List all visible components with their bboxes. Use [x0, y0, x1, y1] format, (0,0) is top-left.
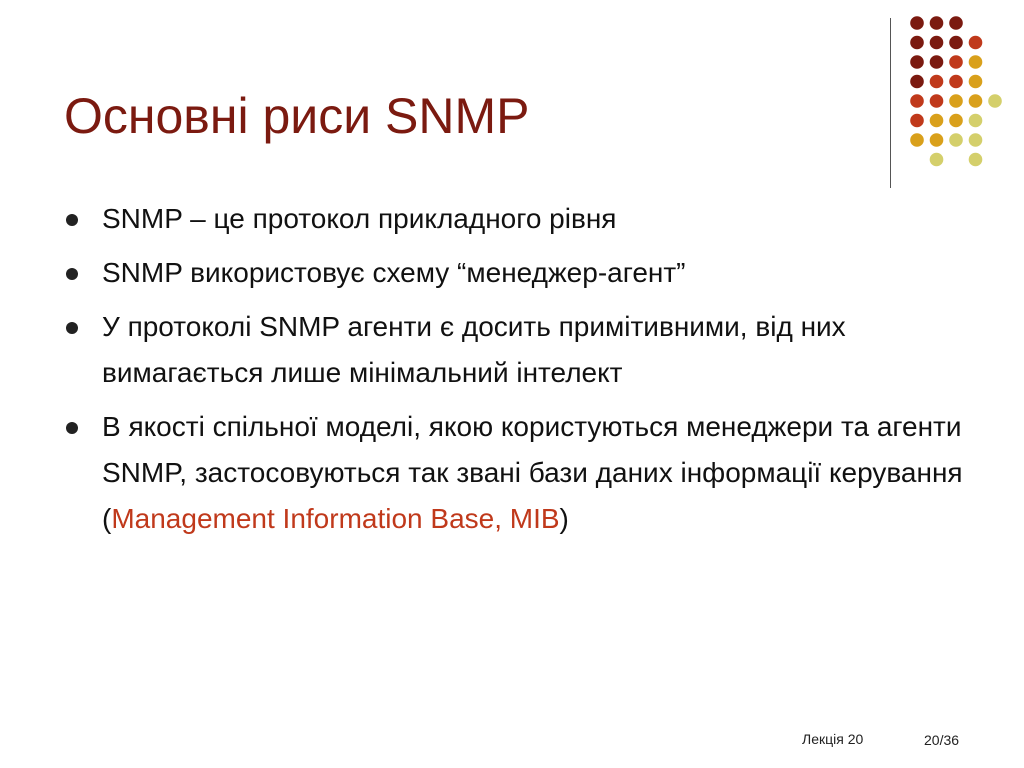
decorative-dot: [969, 94, 983, 108]
bullet-dot-icon: [66, 268, 78, 280]
bullet-item-2: [64, 250, 964, 296]
bullet-item-1: [64, 196, 964, 242]
decorative-dot: [930, 55, 944, 69]
decorative-dot: [969, 36, 983, 50]
footer-page-number: 20/36: [924, 732, 960, 748]
bullet-item-3: [64, 304, 964, 396]
decorative-dot: [910, 133, 924, 147]
decorative-dot: [949, 75, 963, 89]
decorative-dot: [949, 36, 963, 50]
decorative-dot: [930, 133, 944, 147]
decorative-dot: [930, 75, 944, 89]
decorative-dot: [988, 94, 1002, 108]
bullet-list: [64, 196, 964, 550]
footer-lecture-label: Лекція 20: [802, 731, 864, 747]
decorative-dot: [949, 133, 963, 147]
bullet-text-before: В якості спільної моделі, якою користуються менеджери та агенти SNMP, застосовуються так звані бази даних інформації керування (: [102, 411, 963, 534]
decorative-dot-grid: [0, 0, 1024, 200]
decorative-dot: [910, 36, 924, 50]
decorative-dot: [949, 55, 963, 69]
decorative-dot: [930, 153, 944, 167]
decorative-dot: [969, 114, 983, 128]
bullet-text: SNMP – це протокол прикладного рівня: [102, 203, 617, 234]
decorative-dot: [910, 55, 924, 69]
decorative-dot: [910, 94, 924, 108]
decorative-dot: [930, 94, 944, 108]
decorative-dot: [969, 75, 983, 89]
decorative-dot: [910, 16, 924, 30]
bullet-dot-icon: [66, 422, 78, 434]
decorative-dot: [949, 16, 963, 30]
decorative-dot: [969, 55, 983, 69]
bullet-dot-icon: [66, 322, 78, 334]
bullet-text-after: ): [559, 503, 569, 534]
decorative-dot: [949, 94, 963, 108]
decorative-dot: [930, 16, 944, 30]
decorative-dot: [969, 133, 983, 147]
bullet-text: У протоколі SNMP агенти є досить примітивними, від них вимагається лише мінімальний інтелект: [102, 311, 846, 388]
decorative-dot: [930, 36, 944, 50]
slide-title: Основні риси SNMP: [64, 88, 530, 144]
decorative-dot: [930, 114, 944, 128]
decorative-dot: [949, 114, 963, 128]
decorative-dot: [969, 153, 983, 167]
bullet-item-4: [64, 404, 964, 542]
bullet-text: SNMP використовує схему “менеджер-агент”: [102, 257, 686, 288]
mib-highlight-text: Management Information Base, MIB: [111, 503, 560, 534]
decorative-dot: [910, 75, 924, 89]
bullet-dot-icon: [66, 214, 78, 226]
decorative-dot: [910, 114, 924, 128]
